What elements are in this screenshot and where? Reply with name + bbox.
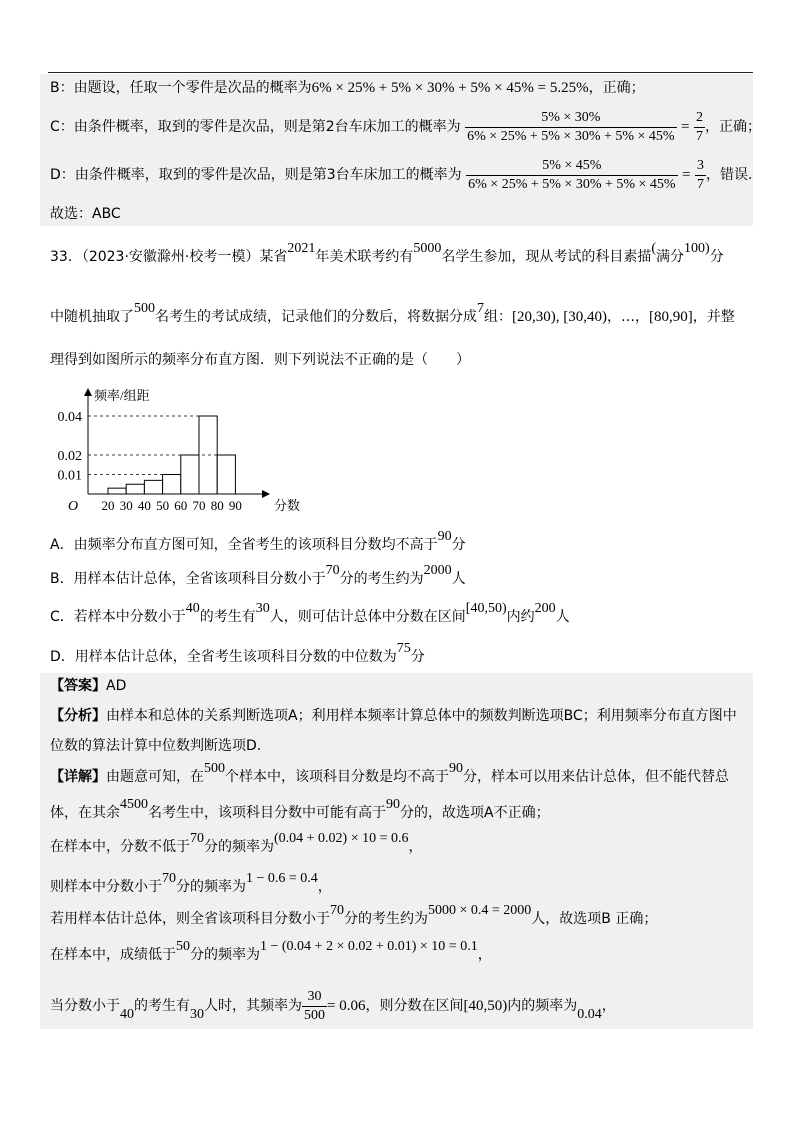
histogram-bar [181,455,199,494]
math: 70 [330,903,344,918]
y-axis-arrow [84,388,92,396]
math: 30 [255,601,270,616]
text: 分的频率为 [204,839,274,855]
text: ， [477,947,492,963]
text: 内约 [506,609,535,625]
top-rule [48,72,753,73]
text: B．用样本估计总体，全省该项科目分数小于 [50,571,326,587]
text: ， [408,839,423,855]
option-b [50,563,466,593]
histogram-bar [144,480,162,494]
fraction [466,157,677,194]
analysis-label: 【分析】 [50,708,106,724]
text: ，正确； [704,119,761,135]
x-tick-label: 40 [137,498,151,513]
denominator: 7 [695,128,703,144]
x-tick-label: 60 [174,498,188,513]
math: 90 [386,797,400,812]
y-tick-label: 0.01 [57,468,82,484]
text: 在样本中，分数不低于 [50,839,190,855]
text: 当分数小于 [50,998,120,1014]
math: 70 [162,871,176,886]
text: ，并整 [692,309,735,325]
math: 30 [190,1007,204,1022]
answer-value: AD [106,678,127,694]
answer-line [50,676,126,696]
frequency-histogram [48,386,308,516]
math: 200 [534,601,556,616]
denominator: 6% × 25% + 5% × 30% + 5% × 45% [468,176,676,192]
text: B：由题设，任取一个零件是次品的概率为 [50,80,312,96]
text: 的考生有 [199,609,256,625]
math: 70 [325,563,340,578]
text: 由题意可知，在 [106,769,204,785]
math: 40 [120,1007,134,1022]
detail-line-1 [50,761,729,791]
numerator: 3 [695,157,706,176]
text: 在样本中，成绩低于 [50,947,176,963]
histogram-bar [126,484,144,494]
q33-line-3: 理得到如图所示的频率分布直方图．则下列说法不正确的是（ ） [50,352,470,368]
math: ( [651,241,657,256]
denominator: 7 [696,176,704,192]
math: 50 [176,939,190,954]
option-a [50,529,466,559]
text: 33．（2023·安徽滁州·校考一模）某省 [50,249,288,265]
text: 分的频率为 [176,879,246,895]
prev-line-c [50,106,761,148]
histogram-bar [108,488,126,494]
math: = [682,167,691,183]
text: 人时，其频率为 [204,998,302,1014]
detail-line-5 [50,903,658,933]
text: ，则分数在区间 [365,998,464,1014]
option-d [50,641,425,671]
denominator: 500 [304,1007,325,1023]
text: 人，故选项B 正确； [531,911,658,927]
math: [80,90] [648,309,693,325]
text: C：由条件概率，取到的零件是次品，则是第2台车床加工的概率为 [50,119,461,135]
prev-line-b [50,78,645,98]
x-axis-label: 分数 [274,498,301,513]
text: D．用样本估计总体，全省考生该项科目分数的中位数为 [50,649,397,665]
math: 500 [204,761,225,776]
detail-line-6 [50,939,492,969]
math: 70 [190,831,204,846]
x-tick-label: 90 [228,498,242,513]
text: 分 [410,649,425,665]
y-axis-label: 频率/组距 [94,388,150,403]
text: 名考生的考试成绩，记录他们的分数后，将数据分成 [155,309,477,325]
answer-label: 【答案】 [50,678,106,694]
math: 90 [437,529,452,544]
math: [40,50) [463,998,508,1014]
text: 由样本和总体的关系判断选项A；利用样本频率计算总体中的频数判断选项BC；利用频率分布直方图中 [106,708,737,724]
fraction [465,109,676,146]
analysis-line-1 [50,706,737,726]
analysis-line-2: 位数的算法计算中位数判断选项D. [50,738,262,754]
origin-label: O [68,499,79,514]
math: 1 − (0.04 + 2 × 0.02 + 0.01) × 10 = 0.1 [260,939,478,954]
q33-line-1 [50,242,724,273]
prev-choose: 故选：ABC [50,206,121,222]
detail-line-3 [50,831,423,861]
math: = [681,119,690,135]
math: 0.04 [577,1007,602,1022]
math: = 0.06 [327,998,366,1014]
math: 500 [134,301,155,316]
text: ， [317,879,332,895]
text: 则样本中分数小于 [50,879,162,895]
histogram-bar [163,475,181,495]
text: 分，样本可以用来估计总体，但不能代替总 [463,769,729,785]
fraction [694,109,705,146]
text: A．由频率分布直方图可知，全省考生的该项科目分数均不高于 [50,537,438,553]
math: 6% × 25% + 5% × 30% + 5% × 45% = 5.25% [311,80,589,96]
text: 中随机抽取了 [50,309,134,325]
text: 分的频率为 [190,947,260,963]
x-tick-label: 70 [192,498,206,513]
math: 7 [477,301,484,316]
detail-line-7 [50,984,616,1029]
text: ，正确； [588,80,645,96]
math: 4500 [120,797,148,812]
text: 人 [451,571,466,587]
x-tick-label: 80 [210,498,224,513]
text: C．若样本中分数小于 [50,609,186,625]
math: ) [705,241,710,256]
text: 若用样本估计总体，则全省该项科目分数小于 [50,911,330,927]
text: 分 [451,537,466,553]
text: ，错误. [705,167,753,183]
fraction [302,988,327,1025]
text: 人 [555,609,570,625]
math: [20,30), [30,40) [512,309,607,325]
text: 分的，故选项A不正确； [400,805,550,821]
detail-line-4 [50,871,332,901]
math: [40,50) [465,601,507,616]
text: 个样本中，该项科目分数是均不高于 [225,769,449,785]
text: 分的考生约为 [344,911,428,927]
text: 满分 [656,249,685,265]
text: 分的考生约为 [339,571,424,587]
text: 内的频率为 [507,998,578,1014]
math: 40 [185,601,200,616]
x-axis-arrow [262,490,270,498]
y-tick-label: 0.02 [57,449,82,464]
prev-line-d [50,154,752,196]
detail-line-2 [50,797,550,827]
text: 名学生参加，现从考试的科目素描 [441,249,652,265]
x-tick-label: 30 [119,498,133,513]
text: 的考生有 [134,998,190,1014]
detail-label: 【详解】 [50,769,106,785]
text: 组： [484,309,512,325]
numerator: 2 [694,109,705,128]
text: 年美术联考约有 [315,249,414,265]
numerator: 30 [302,988,327,1007]
math: 1 − 0.6 = 0.4 [246,871,318,886]
text: ， [601,998,616,1014]
math: (0.04 + 0.02) × 10 = 0.6 [274,831,409,846]
numerator: 5% × 45% [466,157,677,176]
fraction [695,157,706,194]
text: 体，在其余 [50,805,120,821]
x-tick-label: 20 [101,498,115,513]
math: 75 [396,641,411,656]
numerator: 5% × 30% [465,109,676,128]
math: 5000 × 0.4 = 2000 [428,903,532,918]
math: 5000 [413,241,442,256]
math: 100 [684,241,706,256]
option-c [50,601,570,631]
math: 2000 [423,563,452,578]
text: 分 [709,249,724,265]
denominator: 6% × 25% + 5% × 30% + 5% × 45% [467,128,675,144]
text: D：由条件概率，取到的零件是次品，则是第3台车床加工的概率为 [50,167,462,183]
y-tick-label: 0.04 [57,410,82,425]
text: 人，则可估计总体中分数在区间 [269,609,466,625]
x-tick-label: 50 [156,498,170,513]
text: ，…， [606,309,649,325]
math: 90 [449,761,463,776]
q33-line-2 [50,301,735,331]
text: 名考生中，该项科目分数中可能有高于 [148,805,386,821]
histogram-bar [217,455,235,494]
math: 2021 [287,241,316,256]
